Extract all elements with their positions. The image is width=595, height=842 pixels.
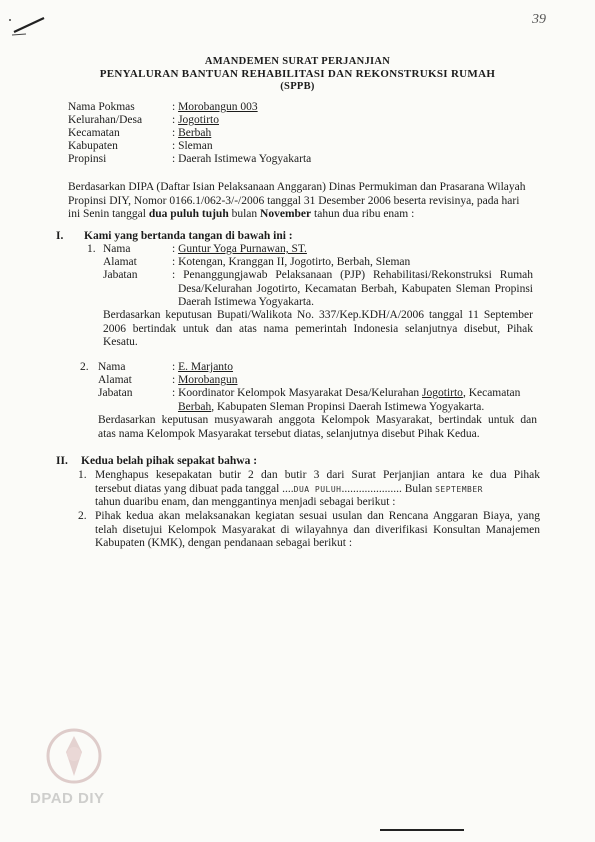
handwritten-month: SEPTEMBER xyxy=(435,484,483,494)
agreement-item-2-number: 2. xyxy=(78,510,87,522)
basis-line: Kesatu. xyxy=(103,336,138,349)
section-2-numeral: II. xyxy=(56,455,68,467)
jabatan-line: Berbah, Kabupaten Sleman Propinsi Daerah Istimewa Yogyakarta. xyxy=(178,400,485,413)
field-label-propinsi: Propinsi xyxy=(68,153,107,165)
agreement-item-1 xyxy=(95,469,540,510)
party-2-nama-label: Nama xyxy=(98,361,126,373)
party-1-nama-value: : Guntur Yoga Purnawan, ST. xyxy=(172,243,307,255)
party-2-alamat-label: Alamat xyxy=(98,374,132,386)
field-value-kelurahan: : Jogotirto xyxy=(172,114,219,126)
handwritten-date: DUA PULUH xyxy=(293,484,342,494)
party-1-jabatan-value xyxy=(172,269,533,310)
watermark-text: DPAD DIY xyxy=(30,790,105,807)
field-label-nama-pokmas: Nama Pokmas xyxy=(68,101,135,113)
party-1-alamat-label: Alamat xyxy=(103,256,137,268)
intro-line: Berdasarkan DIPA (Daftar Isian Pelaksanaan Anggaran) Dinas Permukiman dan Prasarana Wilayah xyxy=(68,181,526,193)
party-1-basis xyxy=(103,309,533,350)
party-2-jabatan-value xyxy=(172,387,537,414)
intro-line: ini Senin tanggal dua puluh tujuh bulan November tahun dua ribu enam : xyxy=(68,208,415,221)
party-2-nama-value: : E. Marjanto xyxy=(172,361,234,373)
party-1-number: 1. xyxy=(87,243,96,255)
agreement-item-1-number: 1. xyxy=(78,469,87,481)
item-line: Pihak kedua akan melaksanakan kegiatan sesuai usulan dan Rencana Anggaran Biaya, yang xyxy=(95,510,540,522)
jabatan-line: : Koordinator Kelompok Masyarakat Desa/Kelurahan Jogotirto, Kecamatan xyxy=(172,387,521,399)
jabatan-line: Desa/Kelurahan Jogotirto, Kecamatan Berbah, Kabupaten Sleman Propinsi xyxy=(178,282,533,295)
document-title: AMANDEMEN SURAT PERJANJIAN xyxy=(204,56,391,67)
section-2-heading: Kedua belah pihak sepakat bahwa : xyxy=(81,455,258,467)
item-line: tersebut diatas yang dibuat pada tanggal ....DUA PULUH..................... Bulan SEPTEMBER xyxy=(95,482,483,495)
pen-mark xyxy=(6,12,50,38)
item-line: Menghapus kesepakatan butir 2 dan butir 3 dari Surat Perjanjian antara ke dua Pihak xyxy=(95,469,540,481)
field-value-propinsi: : Daerah Istimewa Yogyakarta xyxy=(172,153,312,165)
field-label-kecamatan: Kecamatan xyxy=(68,127,120,139)
document-abbrev: (SPPB) xyxy=(280,81,315,92)
party-2-alamat-value: : Morobangun xyxy=(172,374,238,386)
section-1-heading: Kami yang bertanda tangan di bawah ini : xyxy=(84,230,293,242)
field-value-kecamatan: : Berbah xyxy=(172,127,212,139)
item-line: tahun duaribu enam, dan menggantinya menjadi sebagai berikut : xyxy=(95,496,396,509)
party-1-nama-label: Nama xyxy=(103,243,131,255)
document-subtitle: PENYALURAN BANTUAN REHABILITASI DAN REKONSTRUKSI RUMAH xyxy=(99,68,496,80)
party-2-number: 2. xyxy=(80,361,89,373)
field-label-kelurahan: Kelurahan/Desa xyxy=(68,114,143,126)
intro-line: Propinsi DIY, Nomor 0166.1/062-3/-/2006 tanggal 31 Desember 2006 beserta revisinya, pada hari xyxy=(68,194,520,207)
intro-paragraph xyxy=(68,181,538,222)
item-line: Kabupaten (KMK), dengan pendanaan sebagai berikut : xyxy=(95,537,353,550)
bottom-rule xyxy=(380,829,464,831)
basis-line: 2006 bertindak untuk dan atas nama pemerintah Indonesia selanjutnya disebut, Pihak xyxy=(103,322,533,335)
basis-line: Berdasarkan keputusan Bupati/Walikota No. 337/Kep.KDH/A/2006 tanggal 11 September xyxy=(103,309,533,321)
party-1-jabatan-label: Jabatan xyxy=(103,269,138,281)
basis-line: atas nama Kelompok Masyarakat tersebut diatas, selanjutnya disebut Pihak Kedua. xyxy=(98,427,480,440)
field-value-kabupaten: : Sleman xyxy=(172,140,213,152)
field-label-kabupaten: Kabupaten xyxy=(68,140,118,152)
basis-line: Berdasarkan keputusan musyawarah anggota Kelompok Masyarakat, bertindak untuk dan xyxy=(98,414,537,426)
agreement-item-2 xyxy=(95,510,540,551)
party-2-jabatan-label: Jabatan xyxy=(98,387,133,399)
page-number: 39 xyxy=(532,12,546,27)
section-1-numeral: I. xyxy=(56,230,64,242)
jabatan-line: : Penanggungjawab Pelaksanaan (PJP) Rehabilitasi/Rekonstruksi Rumah xyxy=(172,269,533,281)
field-value-nama-pokmas: : Morobangun 003 xyxy=(172,101,258,113)
item-line: telah disetujui Kelompok Masyarakat di wilayahnya dan diverifikasi Konsultan Manajemen xyxy=(95,523,540,536)
party-1-alamat-value: : Kotengan, Kranggan II, Jogotirto, Berbah, Sleman xyxy=(172,256,411,268)
seal-emblem xyxy=(44,726,104,786)
party-2-basis xyxy=(98,414,537,441)
jabatan-line: Daerah Istimewa Yogyakarta. xyxy=(178,296,315,309)
